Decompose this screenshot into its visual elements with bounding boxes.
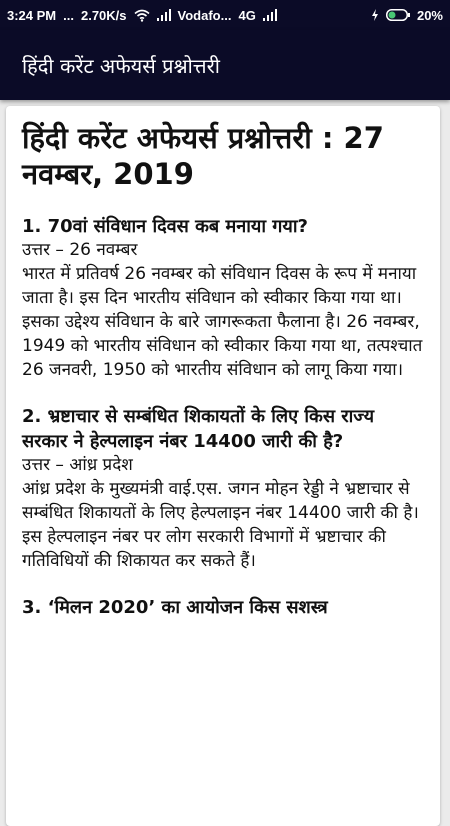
question-block-3 bbox=[22, 595, 425, 620]
status-dots: ... bbox=[63, 7, 74, 23]
app-bar-title: हिंदी करेंट अफेयर्स प्रश्नोत्तरी bbox=[22, 53, 220, 78]
question-text: 2. भ्रष्टाचार से सम्बंधित शिकायतों के लिए किस राज्य सरकार ने हेल्पलाइन नंबर 14400 जारी की है? bbox=[22, 406, 375, 452]
carrier-name: Vodafo... bbox=[177, 7, 232, 23]
network-speed: 2.70K/s bbox=[80, 7, 127, 23]
battery-percent: 20% bbox=[416, 7, 443, 23]
status-time: 3:24 PM bbox=[7, 7, 57, 23]
wifi-icon bbox=[134, 9, 150, 22]
battery-icon bbox=[386, 9, 410, 21]
question-block-2 bbox=[22, 404, 425, 573]
status-right-group bbox=[371, 8, 443, 23]
article-card bbox=[6, 106, 440, 826]
answer-text: उत्तर – 26 नवम्बर bbox=[22, 240, 138, 260]
explanation-text: भारत में प्रतिवर्ष 26 नवम्बर को संविधान दिवस के रूप में मनाया जाता है। इस दिन भारतीय संविधान को स्वीकार किया गया था। इसका उद्देश्य संविधान के बारे जागरूकता फैलाना है। 26 नवम्बर, 1949 को भारतीय संविधान को स्वीकार किया गया था, तत्पश्चात 26 जनवरी, 1950 को भारतीय संविधान को लागू किया गया। bbox=[22, 264, 423, 380]
question-text: 3. ‘मिलन 2020’ का आयोजन किस सशस्त्र bbox=[22, 597, 328, 618]
charging-icon bbox=[371, 9, 379, 21]
article-title: हिंदी करेंट अफेयर्स प्रश्नोत्तरी : 27 नवम्बर, 2019 bbox=[22, 121, 384, 191]
question-text: 1. 70वां संविधान दिवस कब मनाया गया? bbox=[22, 216, 308, 237]
app-bar bbox=[0, 30, 450, 100]
answer-text: उत्तर – आंध्र प्रदेश bbox=[22, 455, 133, 475]
network-type: 4G bbox=[238, 7, 256, 23]
question-block-1 bbox=[22, 214, 425, 382]
signal-icon-secondary bbox=[263, 9, 277, 21]
status-bar bbox=[0, 0, 450, 30]
explanation-text: आंध्र प्रदेश के मुख्यमंत्री वाई.एस. जगन मोहन रेड्डी ने भ्रष्टाचार से सम्बंधित शिकायतों के लिए हेल्पलाइन नंबर 14400 जारी की है। इस हेल्पलाइन नंबर पर लोग सरकारी विभागों में भ्रष्टाचार की गतिविधियों की शिकायत कर सकते हैं। bbox=[22, 479, 419, 571]
signal-icon bbox=[157, 9, 171, 21]
